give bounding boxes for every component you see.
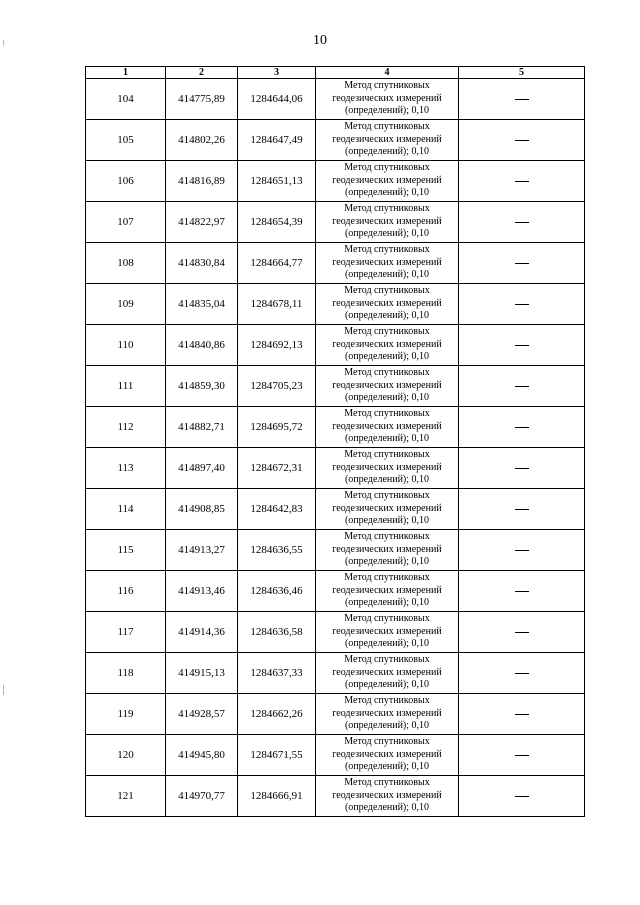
coordinate-y-cell: 1284671,55: [238, 735, 316, 776]
method-line: геодезических измерений: [332, 379, 442, 391]
note-cell: [459, 530, 585, 571]
table-row: [86, 653, 585, 694]
coordinate-y-cell: 1284647,49: [238, 120, 316, 161]
header-col-1: 1: [86, 67, 166, 79]
coordinate-y-cell: 1284666,91: [238, 776, 316, 817]
method-cell: [316, 489, 459, 530]
method-line: (определений); 0,10: [344, 433, 430, 445]
method-line: Метод спутниковых: [344, 203, 430, 215]
coordinate-y-cell: 1284695,72: [238, 407, 316, 448]
table-row: [86, 735, 585, 776]
note-cell: [459, 571, 585, 612]
note-cell: [459, 448, 585, 489]
method-line: геодезических измерений: [332, 420, 442, 432]
method-line: Метод спутниковых: [344, 244, 430, 256]
point-number-cell: 110: [86, 325, 166, 366]
note-cell: [459, 243, 585, 284]
note-dash: [515, 468, 529, 469]
method-line: Метод спутниковых: [344, 121, 430, 133]
coordinate-x-cell: 414914,36: [166, 612, 238, 653]
method-line: (определений); 0,10: [344, 310, 430, 322]
note-cell: [459, 407, 585, 448]
point-number-cell: 104: [86, 79, 166, 120]
method-line: геодезических измерений: [332, 502, 442, 514]
coordinate-y-cell: 1284636,55: [238, 530, 316, 571]
method-line: (определений); 0,10: [344, 269, 430, 281]
method-line: (определений); 0,10: [344, 761, 430, 773]
method-cell: [316, 79, 459, 120]
point-number-cell: 105: [86, 120, 166, 161]
method-line: геодезических измерений: [332, 174, 442, 186]
method-line: Метод спутниковых: [344, 326, 430, 338]
method-cell: [316, 694, 459, 735]
note-dash: [515, 673, 529, 674]
header-col-2: 2: [166, 67, 238, 79]
coordinate-x-cell: 414816,89: [166, 161, 238, 202]
coordinate-x-cell: 414913,27: [166, 530, 238, 571]
coordinate-x-cell: 414908,85: [166, 489, 238, 530]
method-line: (определений); 0,10: [344, 720, 430, 732]
method-cell: [316, 571, 459, 612]
method-cell: [316, 325, 459, 366]
coordinate-y-cell: 1284642,83: [238, 489, 316, 530]
coordinate-y-cell: 1284651,13: [238, 161, 316, 202]
note-cell: [459, 202, 585, 243]
method-line: (определений); 0,10: [344, 146, 430, 158]
note-cell: [459, 694, 585, 735]
method-cell: [316, 202, 459, 243]
note-dash: [515, 755, 529, 756]
method-line: (определений); 0,10: [344, 638, 430, 650]
note-dash: [515, 509, 529, 510]
method-line: Метод спутниковых: [344, 490, 430, 502]
method-line: (определений); 0,10: [344, 228, 430, 240]
table-row: [86, 776, 585, 817]
method-cell: [316, 612, 459, 653]
coordinates-table: [85, 66, 585, 817]
point-number-cell: 106: [86, 161, 166, 202]
method-line: Метод спутниковых: [344, 162, 430, 174]
method-line: (определений); 0,10: [344, 392, 430, 404]
note-cell: [459, 284, 585, 325]
table-row: [86, 202, 585, 243]
method-line: геодезических измерений: [332, 338, 442, 350]
table-row: [86, 243, 585, 284]
note-dash: [515, 99, 529, 100]
point-number-cell: 118: [86, 653, 166, 694]
point-number-cell: 113: [86, 448, 166, 489]
coordinate-x-cell: 414775,89: [166, 79, 238, 120]
method-line: геодезических измерений: [332, 789, 442, 801]
method-line: (определений); 0,10: [344, 802, 430, 814]
coordinate-x-cell: 414945,80: [166, 735, 238, 776]
coordinate-x-cell: 414802,26: [166, 120, 238, 161]
method-line: Метод спутниковых: [344, 736, 430, 748]
note-cell: [459, 653, 585, 694]
coordinate-y-cell: 1284672,31: [238, 448, 316, 489]
method-line: Метод спутниковых: [344, 449, 430, 461]
coordinate-x-cell: 414928,57: [166, 694, 238, 735]
table-row: [86, 120, 585, 161]
method-line: геодезических измерений: [332, 215, 442, 227]
note-cell: [459, 489, 585, 530]
coordinate-x-cell: 414859,30: [166, 366, 238, 407]
table-row: [86, 612, 585, 653]
method-line: (определений); 0,10: [344, 515, 430, 527]
header-col-5: 5: [459, 67, 585, 79]
table-row: [86, 530, 585, 571]
method-line: геодезических измерений: [332, 584, 442, 596]
point-number-cell: 115: [86, 530, 166, 571]
method-line: Метод спутниковых: [344, 285, 430, 297]
header-col-4: 4: [316, 67, 459, 79]
coordinate-y-cell: 1284705,23: [238, 366, 316, 407]
method-line: Метод спутниковых: [344, 572, 430, 584]
coordinate-x-cell: 414822,97: [166, 202, 238, 243]
note-dash: [515, 304, 529, 305]
method-cell: [316, 653, 459, 694]
note-dash: [515, 140, 529, 141]
coordinate-x-cell: 414882,71: [166, 407, 238, 448]
coordinate-x-cell: 414913,46: [166, 571, 238, 612]
method-cell: [316, 448, 459, 489]
point-number-cell: 120: [86, 735, 166, 776]
method-cell: [316, 776, 459, 817]
table-row: [86, 284, 585, 325]
note-dash: [515, 591, 529, 592]
method-line: геодезических измерений: [332, 625, 442, 637]
note-cell: [459, 366, 585, 407]
table-row: [86, 79, 585, 120]
method-line: Метод спутниковых: [344, 80, 430, 92]
method-cell: [316, 530, 459, 571]
coordinate-x-cell: 414830,84: [166, 243, 238, 284]
note-dash: [515, 263, 529, 264]
coordinate-y-cell: 1284637,33: [238, 653, 316, 694]
coordinate-y-cell: 1284692,13: [238, 325, 316, 366]
coordinate-y-cell: 1284636,58: [238, 612, 316, 653]
method-line: Метод спутниковых: [344, 531, 430, 543]
note-dash: [515, 222, 529, 223]
method-line: Метод спутниковых: [344, 367, 430, 379]
coordinate-y-cell: 1284664,77: [238, 243, 316, 284]
method-line: геодезических измерений: [332, 297, 442, 309]
method-cell: [316, 243, 459, 284]
method-cell: [316, 407, 459, 448]
coordinate-y-cell: 1284654,39: [238, 202, 316, 243]
coordinate-x-cell: 414897,40: [166, 448, 238, 489]
note-dash: [515, 427, 529, 428]
method-cell: [316, 284, 459, 325]
point-number-cell: 107: [86, 202, 166, 243]
note-cell: [459, 776, 585, 817]
note-cell: [459, 612, 585, 653]
table-row: [86, 325, 585, 366]
coordinate-x-cell: 414970,77: [166, 776, 238, 817]
method-line: геодезических измерений: [332, 256, 442, 268]
note-dash: [515, 796, 529, 797]
method-line: (определений); 0,10: [344, 679, 430, 691]
note-dash: [515, 632, 529, 633]
method-cell: [316, 161, 459, 202]
method-line: геодезических измерений: [332, 133, 442, 145]
method-line: (определений); 0,10: [344, 556, 430, 568]
note-cell: [459, 79, 585, 120]
table-header-row: [86, 67, 585, 79]
point-number-cell: 116: [86, 571, 166, 612]
table-body: [86, 79, 585, 817]
table-row: [86, 571, 585, 612]
coordinate-x-cell: 414835,04: [166, 284, 238, 325]
coordinate-y-cell: 1284644,06: [238, 79, 316, 120]
point-number-cell: 117: [86, 612, 166, 653]
coordinate-y-cell: 1284662,26: [238, 694, 316, 735]
method-line: (определений); 0,10: [344, 187, 430, 199]
coordinate-y-cell: 1284678,11: [238, 284, 316, 325]
note-dash: [515, 345, 529, 346]
note-cell: [459, 161, 585, 202]
method-line: (определений); 0,10: [344, 474, 430, 486]
margin-binding-mark: [3, 685, 4, 695]
method-cell: [316, 120, 459, 161]
method-line: геодезических измерений: [332, 461, 442, 473]
table-row: [86, 694, 585, 735]
method-line: геодезических измерений: [332, 748, 442, 760]
method-line: (определений); 0,10: [344, 597, 430, 609]
page-number: 10: [313, 33, 327, 48]
method-line: Метод спутниковых: [344, 613, 430, 625]
point-number-cell: 112: [86, 407, 166, 448]
method-line: геодезических измерений: [332, 707, 442, 719]
table-row: [86, 407, 585, 448]
table-row: [86, 366, 585, 407]
note-dash: [515, 550, 529, 551]
method-line: Метод спутниковых: [344, 777, 430, 789]
method-cell: [316, 366, 459, 407]
method-line: геодезических измерений: [332, 666, 442, 678]
point-number-cell: 121: [86, 776, 166, 817]
method-cell: [316, 735, 459, 776]
note-dash: [515, 181, 529, 182]
header-col-3: 3: [238, 67, 316, 79]
note-cell: [459, 735, 585, 776]
point-number-cell: 111: [86, 366, 166, 407]
note-cell: [459, 325, 585, 366]
method-line: геодезических измерений: [332, 92, 442, 104]
table-row: [86, 448, 585, 489]
note-dash: [515, 714, 529, 715]
method-line: Метод спутниковых: [344, 695, 430, 707]
method-line: геодезических измерений: [332, 543, 442, 555]
coordinate-y-cell: 1284636,46: [238, 571, 316, 612]
point-number-cell: 114: [86, 489, 166, 530]
note-cell: [459, 120, 585, 161]
table-row: [86, 489, 585, 530]
method-line: Метод спутниковых: [344, 654, 430, 666]
method-line: (определений); 0,10: [344, 351, 430, 363]
coordinate-x-cell: 414840,86: [166, 325, 238, 366]
method-line: (определений); 0,10: [344, 105, 430, 117]
method-line: Метод спутниковых: [344, 408, 430, 420]
point-number-cell: 109: [86, 284, 166, 325]
coordinate-x-cell: 414915,13: [166, 653, 238, 694]
margin-binding-mark: [3, 40, 4, 46]
point-number-cell: 108: [86, 243, 166, 284]
point-number-cell: 119: [86, 694, 166, 735]
table-row: [86, 161, 585, 202]
note-dash: [515, 386, 529, 387]
